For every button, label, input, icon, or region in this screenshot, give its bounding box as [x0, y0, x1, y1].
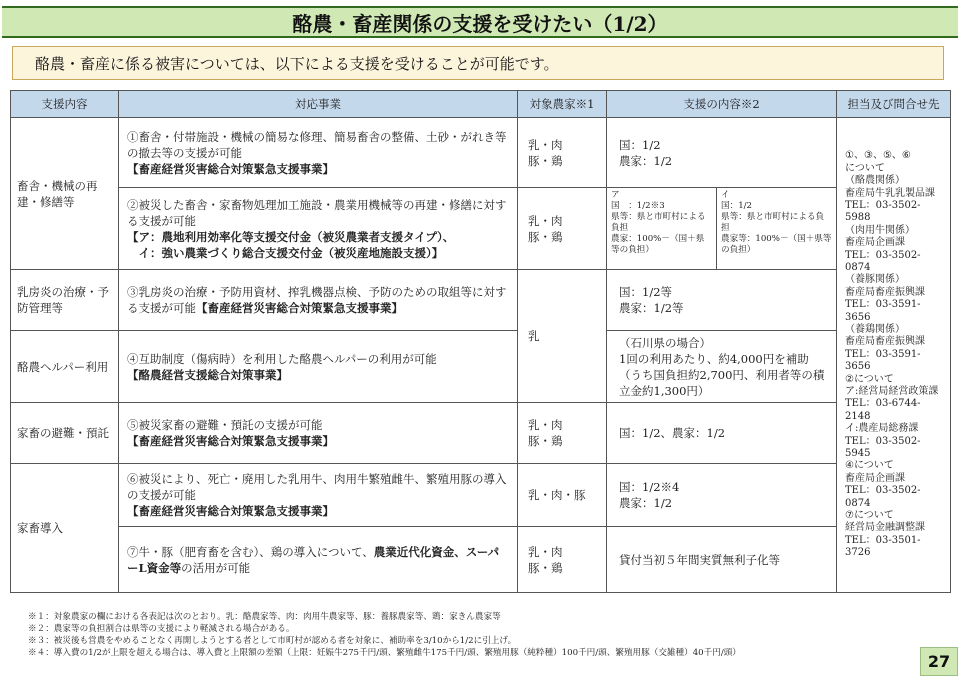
support-table: [10, 90, 951, 593]
table-row: [11, 118, 951, 188]
support-details-a: ア 国 ：1/2※3 県等：県と市町村による負担 農家：100%－（国＋県等の負担）: [607, 188, 717, 270]
target-farmers-cell: 乳: [518, 270, 607, 403]
target-farmers-cell: 乳・肉 豚・鶏: [518, 118, 607, 188]
project-cell: [119, 403, 518, 464]
header-support-content: 支援内容: [11, 91, 119, 118]
footnote: ※２：農家等の負担割合は県等の支援により軽減される場合がある。: [28, 624, 295, 634]
lead-text: 酪農・畜産に係る被害については、以下による支援を受けることが可能です。: [12, 46, 944, 80]
support-details-cell: 国：1/2等 農家：1/2等: [607, 270, 837, 331]
table-row: [11, 403, 951, 464]
header-contact: 担当及び問合せ先: [837, 91, 951, 118]
program-name: 【畜産経営災害総合対策緊急支援事業】: [127, 504, 334, 518]
program-name: 【畜産経営災害総合対策緊急支援事業】: [127, 161, 334, 176]
footnotes: [28, 611, 908, 659]
target-farmers-cell: 乳・肉 豚・鶏: [518, 188, 607, 270]
table-header-row: [11, 91, 951, 118]
project-text: ②被災した畜舎・家畜物処理加工施設・農業用機械等の再建・修繕に対する支援が可能: [127, 197, 507, 228]
table-row: [11, 331, 951, 403]
support-details-cell: 貸付当初５年間実質無利子化等: [607, 527, 837, 593]
program-name: 【畜産経営災害総合対策緊急支援事業】: [127, 434, 334, 448]
category-cell: 家畜導入: [11, 464, 119, 593]
project-cell: [119, 464, 518, 527]
project-text: ⑤被災家畜の避難・預託の支援が可能: [127, 418, 323, 432]
page-title: 酪農・畜産関係の支援を受けたい（1/2）: [2, 6, 958, 38]
program-name: 【酪農経営支援総合対策事業】: [127, 367, 288, 382]
support-details-cell: 国：1/2※4 農家：1/2: [607, 464, 837, 527]
project-cell: [119, 331, 518, 403]
category-cell: 酪農ヘルパー利用: [11, 331, 119, 403]
target-farmers-cell: 乳・肉 豚・鶏: [518, 527, 607, 593]
category-cell: 乳房炎の治療・予防管理等: [11, 270, 119, 331]
header-project: 対応事業: [119, 91, 518, 118]
table-row: [11, 188, 951, 270]
project-text: ⑥被災により、死亡・廃用した乳用牛、肉用牛繁殖雌牛、繁殖用豚の導入の支援が可能: [127, 472, 507, 502]
header-support-details: 支援の内容※2: [607, 91, 837, 118]
project-text: ④互助制度（傷病時）を利用した酪農ヘルパーの利用が可能: [127, 351, 437, 366]
header-target-farmers: 対象農家※1: [518, 91, 607, 118]
program-name: 【ア：農地利用効率化等支援交付金（被災農業者支援タイプ）、: [127, 229, 455, 244]
table-row: [11, 464, 951, 527]
support-details-cell: 国：1/2 農家：1/2: [607, 118, 837, 188]
category-cell: 家畜の避難・預託: [11, 403, 119, 464]
target-farmers-cell: 乳・肉・豚: [518, 464, 607, 527]
project-cell: [119, 527, 518, 593]
support-details-cell: 国：1/2、農家：1/2: [607, 403, 837, 464]
program-name: 【畜産経営災害総合対策緊急支援事業】: [196, 301, 403, 315]
project-text: ⑦牛・豚（肥育畜を含む）、鶏の導入について、: [127, 544, 374, 559]
project-cell: [119, 188, 518, 270]
project-cell: [119, 118, 518, 188]
footnote: ※３：被災後も営農をやめることなく再開しようとする者として市町村が認める者を対象に、補助率を3/10から1/2に引上げ。: [28, 636, 517, 646]
footnote: ※４：導入費の1/2が上限を超える場合は、導入費と上限額の差額（上限：妊娠牛275千円/頭、繁殖雌牛175千円/頭、繁殖用豚（純粋種）100千円/頭、繁殖用豚（交雑種）40千円/頭）: [28, 648, 741, 658]
project-text: ③乳房炎の治療・予防用資材、搾乳機器点検、予防のための取組等に対する支援が可能: [127, 285, 507, 315]
project-text: ①畜舎・付帯施設・機械の簡易な修理、簡易畜舎の整備、土砂・がれき等の撤去等の支援が可能: [127, 129, 507, 160]
target-farmers-cell: 乳・肉 豚・鶏: [518, 403, 607, 464]
table-row: [11, 270, 951, 331]
support-details-cell: （石川県の場合） 1回の利用あたり、約4,000円を補助 （うち国負担約2,700円、利用者等の積立金約1,300円）: [607, 331, 837, 403]
category-cell: 畜舎・機械の再建・修繕等: [11, 118, 119, 270]
table-row: [11, 527, 951, 593]
program-name: イ：強い農業づくり総合支援交付金（被災産地施設支援）】: [127, 245, 444, 260]
footnote: ※１：対象農家の欄における各表記は次のとおり。乳：酪農家等、肉：肉用牛農家等、豚：養豚農家等、鶏：家きん農家等: [28, 612, 501, 622]
project-cell: [119, 270, 518, 331]
support-details-b: イ 国：1/2 県等：県と市町村による負担 農家等：100%－（国＋県等の負担）: [717, 188, 837, 270]
page-number: 27: [920, 647, 958, 676]
project-text: の活用が可能: [181, 560, 251, 575]
program-name: 農業近代化資金、スーパーL資金等: [127, 544, 500, 575]
contact-cell: ①、③、⑤、⑥ について （酪農関係） 畜産局牛乳乳製品課 TEL：03-3502-5988 （肉用牛関係） 畜産局企画課 TEL：03-3502-0874 （養豚関係） 畜産局畜産振興課 TEL：03-3591-3656 （養鶏関係） 畜産局畜産振興課 TEL：03-3591-3656 ②について ア:経営局経営政策課 TEL：03-6744-2148 イ:農産局総務課 TEL：03-3502-5945 ④について 畜産局企画課 TEL：03-3502-0874 ⑦について 経営局金融調整課 TEL：03-3501-3726: [837, 118, 951, 593]
